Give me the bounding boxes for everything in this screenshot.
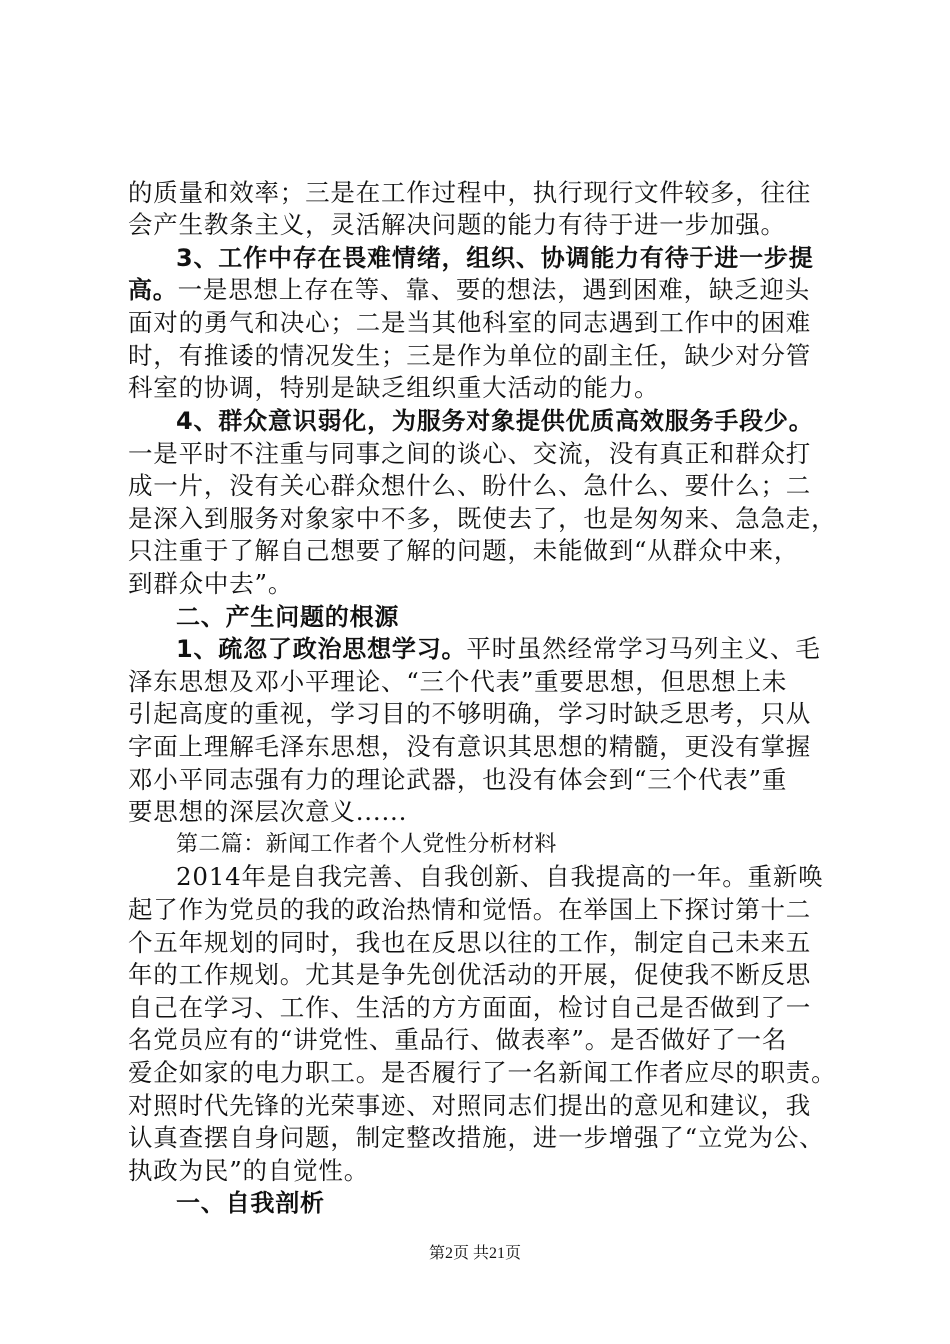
body-text-line: 2014年是自我完善、自我创新、自我提高的一年。重新唤 [176, 862, 824, 891]
bold-heading-fragment: 高。 [128, 276, 178, 304]
body-text-line: 起了作为党员的我的政治热情和觉悟。在举国上下探讨第十二 [128, 895, 812, 924]
body-text-line [128, 273, 828, 307]
body-text-fragment: 平时虽然经常学习马列主义、毛 [466, 634, 821, 663]
body-text-line: 爱企如家的电力职工。是否履行了一名新闻工作者应尽的职责。 [128, 1058, 837, 1087]
body-text-line: 到群众中去”。 [128, 569, 294, 598]
body-text-line: 时，有推诿的情况发生；三是作为单位的副主任，缺少对分管 [128, 341, 812, 370]
section-heading: 一、自我剖析 [176, 1189, 325, 1217]
body-text-line: 名党员应有的“讲党性、重品行、做表率”。是否做好了一名 [128, 1025, 788, 1054]
body-text-line: 一是平时不注重与同事之间的谈心、交流，没有真正和群众打 [128, 439, 812, 468]
body-text-line: 泽东思想及邓小平理论、“三个代表”重要思想，但思想上未 [128, 667, 788, 696]
body-text-line: 科室的协调，特别是缺乏组织重大活动的能力。 [128, 373, 660, 402]
body-text-line: 会产生教条主义，灵活解决问题的能力有待于进一步加强。 [128, 210, 786, 239]
body-text-line: 成一片，没有关心群众想什么、盼什么、急什么、要什么；二 [128, 471, 812, 500]
body-text-line: 引起高度的重视，学习目的不够明确，学习时缺乏思考，只从 [128, 699, 812, 728]
body-text-line: 自己在学习、工作、生活的方方面面，检讨自己是否做到了一 [128, 993, 812, 1022]
section-heading-line: 3、工作中存在畏难情绪，组织、协调能力有待于进一步提 [176, 244, 814, 272]
bold-heading-fragment: 1、疏忽了政治思想学习。 [176, 635, 467, 663]
body-text-line: 面对的勇气和决心；二是当其他科室的同志遇到工作中的困难 [128, 308, 812, 337]
body-text-line: 认真查摆自身问题，制定整改措施，进一步增强了“立党为公、 [128, 1123, 825, 1152]
body-text-fragment: 一是思想上存在等、靠、要的想法，遇到困难，缺乏迎头 [177, 275, 811, 304]
body-text-line: 要思想的深层次意义...... [128, 797, 408, 826]
page-number-footer: 第2页 共21页 [428, 1245, 521, 1262]
section-heading-line: 4、群众意识弱化，为服务对象提供优质高效服务手段少。 [176, 407, 814, 435]
body-text-line: 执政为民”的自觉性。 [128, 1156, 370, 1185]
body-text-line: 邓小平同志强有力的理论武器，也没有体会到“三个代表”重 [128, 765, 788, 794]
article-title: 第二篇：新闻工作者个人党性分析材料 [176, 832, 557, 857]
body-text-line: 是深入到服务对象家中不多，既使去了，也是匆匆来、急急走， [128, 504, 837, 533]
body-text-line: 对照时代先锋的光荣事迹、对照同志们提出的意见和建议，我 [128, 1091, 812, 1120]
section-heading: 二、产生问题的根源 [176, 603, 400, 631]
body-text-line: 只注重于了解自己想要了解的问题，未能做到“从群众中来， [128, 536, 800, 565]
body-text-line: 的质量和效率；三是在工作过程中，执行现行文件较多，往往 [128, 178, 812, 207]
body-text-line: 个五年规划的同时，我也在反思以往的工作，制定自己未来五 [128, 928, 812, 957]
body-text-line: 字面上理解毛泽东思想，没有意识其思想的精髓，更没有掌握 [128, 732, 812, 761]
body-text-line [176, 632, 876, 666]
body-text-line: 年的工作规划。尤其是争先创优活动的开展，促使我不断反思 [128, 960, 812, 989]
